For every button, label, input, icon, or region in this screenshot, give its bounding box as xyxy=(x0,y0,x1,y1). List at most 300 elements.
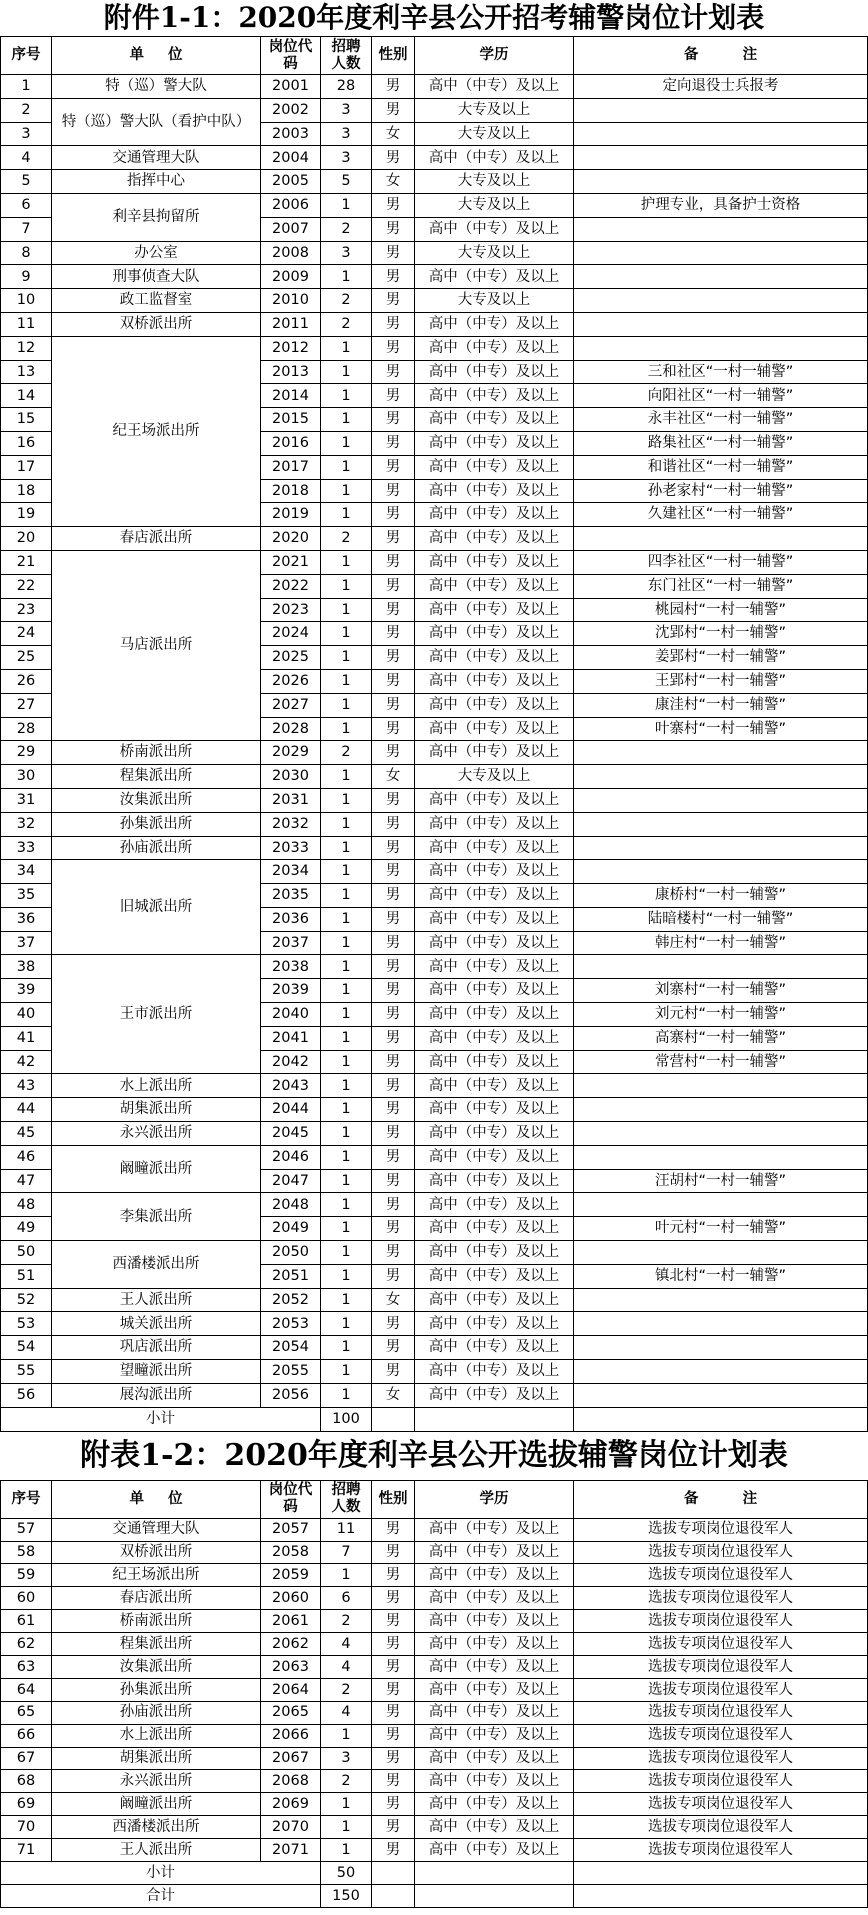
education-cell: 高中（中专）及以上 xyxy=(415,979,574,1003)
table-row xyxy=(1,312,868,336)
gender-cell: 男 xyxy=(372,550,415,574)
hire-count-cell: 1 xyxy=(321,193,372,217)
hire-count-cell: 1 xyxy=(321,622,372,646)
table-row xyxy=(1,1678,868,1701)
gender-cell: 男 xyxy=(372,75,415,99)
note-cell xyxy=(574,527,868,551)
gender-cell: 男 xyxy=(372,408,415,432)
gender-cell: 男 xyxy=(372,1610,415,1633)
row-number-cell: 43 xyxy=(1,1074,52,1098)
post-code-cell: 2029 xyxy=(261,741,321,765)
row-number-cell: 2 xyxy=(1,98,52,122)
post-code-cell: 2020 xyxy=(261,527,321,551)
hire-count-cell: 1 xyxy=(321,860,372,884)
table1-title: 附件1-1：2020年度利辛县公开招考辅警岗位计划表 xyxy=(103,1,765,34)
gender-cell: 男 xyxy=(372,1816,415,1839)
post-code-cell: 2027 xyxy=(261,693,321,717)
hire-count-cell: 3 xyxy=(321,1747,372,1770)
row-number-cell: 28 xyxy=(1,717,52,741)
gender-cell: 女 xyxy=(372,122,415,146)
gender-cell: 男 xyxy=(372,1541,415,1564)
post-code-cell: 2019 xyxy=(261,503,321,527)
row-number-cell: 22 xyxy=(1,574,52,598)
table-row xyxy=(1,1288,868,1312)
empty-cell xyxy=(372,1861,415,1884)
unit-name-cell: 孙庙派出所 xyxy=(52,1701,261,1724)
note-cell xyxy=(574,741,868,765)
note-cell: 叶寨村“一村一辅警” xyxy=(574,717,868,741)
table-row xyxy=(1,1383,868,1407)
hire-count-cell: 1 xyxy=(321,1288,372,1312)
row-number-cell: 64 xyxy=(1,1678,52,1701)
education-cell: 高中（中专）及以上 xyxy=(415,408,574,432)
education-cell: 高中（中专）及以上 xyxy=(415,1098,574,1122)
post-code-cell: 2066 xyxy=(261,1724,321,1747)
row-number-cell: 7 xyxy=(1,217,52,241)
post-code-cell: 2070 xyxy=(261,1816,321,1839)
education-cell: 高中（中专）及以上 xyxy=(415,1701,574,1724)
hire-count-cell: 2 xyxy=(321,527,372,551)
row-number-cell: 24 xyxy=(1,622,52,646)
unit-name-cell: 马店派出所 xyxy=(52,550,261,740)
hire-count-cell: 1 xyxy=(321,1193,372,1217)
note-cell: 选拔专项岗位退役军人 xyxy=(574,1518,868,1541)
note-cell: 孙老家村“一村一辅警” xyxy=(574,479,868,503)
gender-cell: 男 xyxy=(372,693,415,717)
subtotal-label-cell: 小计 xyxy=(1,1407,321,1431)
post-code-cell: 2049 xyxy=(261,1217,321,1241)
note-cell: 沈郢村“一村一辅警” xyxy=(574,622,868,646)
post-code-cell: 2004 xyxy=(261,146,321,170)
hire-count-cell: 1 xyxy=(321,1839,372,1862)
hire-count-cell: 1 xyxy=(321,336,372,360)
empty-cell xyxy=(415,1861,574,1884)
post-code-cell: 2036 xyxy=(261,907,321,931)
table-row xyxy=(1,265,868,289)
hire-count-cell: 2 xyxy=(321,741,372,765)
unit-name-cell: 望疃派出所 xyxy=(52,1360,261,1384)
note-cell xyxy=(574,1241,868,1265)
post-code-cell: 2007 xyxy=(261,217,321,241)
subtotal-count-cell: 100 xyxy=(321,1407,372,1431)
post-code-cell: 2068 xyxy=(261,1770,321,1793)
education-cell: 高中（中专）及以上 xyxy=(415,1360,574,1384)
hire-count-cell: 6 xyxy=(321,1587,372,1610)
gender-cell: 男 xyxy=(372,1770,415,1793)
row-number-cell: 54 xyxy=(1,1336,52,1360)
header-row xyxy=(1,37,868,75)
gender-cell: 男 xyxy=(372,1003,415,1027)
header-hire-count-label: 招聘人数 xyxy=(331,38,361,72)
header-row-number: 序号 xyxy=(1,1480,52,1518)
row-number-cell: 17 xyxy=(1,455,52,479)
education-cell: 高中（中专）及以上 xyxy=(415,1145,574,1169)
unit-name-cell: 纪王场派出所 xyxy=(52,1564,261,1587)
post-code-cell: 2067 xyxy=(261,1747,321,1770)
row-number-cell: 31 xyxy=(1,788,52,812)
education-cell: 高中（中专）及以上 xyxy=(415,907,574,931)
total-row xyxy=(1,1884,868,1907)
subtotal-count-cell: 50 xyxy=(321,1861,372,1884)
note-cell: 选拔专项岗位退役军人 xyxy=(574,1793,868,1816)
row-number-cell: 26 xyxy=(1,669,52,693)
table-row xyxy=(1,741,868,765)
row-number-cell: 25 xyxy=(1,646,52,670)
gender-cell: 男 xyxy=(372,1336,415,1360)
row-number-cell: 34 xyxy=(1,860,52,884)
hire-count-cell: 1 xyxy=(321,907,372,931)
row-number-cell: 9 xyxy=(1,265,52,289)
hire-count-cell: 3 xyxy=(321,146,372,170)
gender-cell: 男 xyxy=(372,979,415,1003)
post-code-cell: 2054 xyxy=(261,1336,321,1360)
table-row xyxy=(1,170,868,194)
row-number-cell: 38 xyxy=(1,955,52,979)
post-code-cell: 2038 xyxy=(261,955,321,979)
education-cell: 高中（中专）及以上 xyxy=(415,1050,574,1074)
post-code-cell: 2001 xyxy=(261,75,321,99)
row-number-cell: 35 xyxy=(1,884,52,908)
education-cell: 高中（中专）及以上 xyxy=(415,217,574,241)
unit-name-cell: 旧城派出所 xyxy=(52,860,261,955)
education-cell: 高中（中专）及以上 xyxy=(415,955,574,979)
hire-count-cell: 1 xyxy=(321,1816,372,1839)
post-code-cell: 2003 xyxy=(261,122,321,146)
gender-cell: 男 xyxy=(372,907,415,931)
gender-cell: 男 xyxy=(372,1655,415,1678)
education-cell: 大专及以上 xyxy=(415,122,574,146)
note-cell xyxy=(574,765,868,789)
note-cell: 路集社区“一村一辅警” xyxy=(574,431,868,455)
hire-count-cell: 1 xyxy=(321,360,372,384)
gender-cell: 男 xyxy=(372,646,415,670)
hire-count-cell: 1 xyxy=(321,408,372,432)
post-code-cell: 2014 xyxy=(261,384,321,408)
note-cell: 选拔专项岗位退役军人 xyxy=(574,1587,868,1610)
unit-name-cell: 永兴派出所 xyxy=(52,1770,261,1793)
header-post-code xyxy=(261,37,321,75)
note-cell: 高寨村“一村一辅警” xyxy=(574,1026,868,1050)
row-number-cell: 67 xyxy=(1,1747,52,1770)
gender-cell: 男 xyxy=(372,1169,415,1193)
education-cell: 高中（中专）及以上 xyxy=(415,1724,574,1747)
gender-cell: 男 xyxy=(372,1122,415,1146)
gender-cell: 男 xyxy=(372,574,415,598)
note-cell: 姜郢村“一村一辅警” xyxy=(574,646,868,670)
gender-cell: 男 xyxy=(372,836,415,860)
post-code-cell: 2031 xyxy=(261,788,321,812)
hire-count-cell: 1 xyxy=(321,479,372,503)
table-row xyxy=(1,289,868,313)
unit-name-cell: 政工监督室 xyxy=(52,289,261,313)
unit-name-cell: 胡集派出所 xyxy=(52,1747,261,1770)
note-cell xyxy=(574,98,868,122)
note-cell: 叶元村“一村一辅警” xyxy=(574,1217,868,1241)
note-cell xyxy=(574,1098,868,1122)
table-row xyxy=(1,1241,868,1265)
row-number-cell: 20 xyxy=(1,527,52,551)
hire-count-cell: 3 xyxy=(321,98,372,122)
gender-cell: 男 xyxy=(372,312,415,336)
hire-count-cell: 1 xyxy=(321,1074,372,1098)
education-cell: 高中（中专）及以上 xyxy=(415,1541,574,1564)
gender-cell: 女 xyxy=(372,1383,415,1407)
row-number-cell: 4 xyxy=(1,146,52,170)
row-number-cell: 30 xyxy=(1,765,52,789)
row-number-cell: 45 xyxy=(1,1122,52,1146)
hire-count-cell: 1 xyxy=(321,1312,372,1336)
post-code-cell: 2064 xyxy=(261,1678,321,1701)
note-cell: 刘元村“一村一辅警” xyxy=(574,1003,868,1027)
note-cell: 汪胡村“一村一辅警” xyxy=(574,1169,868,1193)
unit-name-cell: 城关派出所 xyxy=(52,1312,261,1336)
education-cell: 高中（中专）及以上 xyxy=(415,1747,574,1770)
note-cell: 东门社区“一村一辅警” xyxy=(574,574,868,598)
row-number-cell: 32 xyxy=(1,812,52,836)
table-row xyxy=(1,336,868,360)
note-cell: 镇北村“一村一辅警” xyxy=(574,1264,868,1288)
row-number-cell: 41 xyxy=(1,1026,52,1050)
education-cell: 高中（中专）及以上 xyxy=(415,1003,574,1027)
hire-count-cell: 1 xyxy=(321,693,372,717)
gender-cell: 男 xyxy=(372,1678,415,1701)
table-row xyxy=(1,1145,868,1169)
note-cell: 选拔专项岗位退役军人 xyxy=(574,1655,868,1678)
header-post-code-label: 岗位代码 xyxy=(268,38,313,72)
hire-count-cell: 1 xyxy=(321,265,372,289)
note-cell xyxy=(574,122,868,146)
hire-count-cell: 5 xyxy=(321,170,372,194)
unit-name-cell: 西潘楼派出所 xyxy=(52,1816,261,1839)
hire-count-cell: 1 xyxy=(321,1383,372,1407)
unit-name-cell: 特（巡）警大队 xyxy=(52,75,261,99)
row-number-cell: 51 xyxy=(1,1264,52,1288)
education-cell: 高中（中专）及以上 xyxy=(415,1610,574,1633)
post-code-cell: 2044 xyxy=(261,1098,321,1122)
unit-name-cell: 春店派出所 xyxy=(52,1587,261,1610)
post-code-cell: 2021 xyxy=(261,550,321,574)
row-number-cell: 66 xyxy=(1,1724,52,1747)
gender-cell: 男 xyxy=(372,717,415,741)
header-note-label: 备 注 xyxy=(683,47,758,64)
note-cell: 选拔专项岗位退役军人 xyxy=(574,1839,868,1862)
row-number-cell: 59 xyxy=(1,1564,52,1587)
gender-cell: 男 xyxy=(372,1312,415,1336)
hire-count-cell: 1 xyxy=(321,884,372,908)
post-code-cell: 2028 xyxy=(261,717,321,741)
education-cell: 高中（中专）及以上 xyxy=(415,265,574,289)
table-row xyxy=(1,1633,868,1656)
gender-cell: 男 xyxy=(372,455,415,479)
education-cell: 高中（中专）及以上 xyxy=(415,527,574,551)
table-row xyxy=(1,765,868,789)
note-cell xyxy=(574,812,868,836)
table-row xyxy=(1,98,868,122)
post-code-cell: 2043 xyxy=(261,1074,321,1098)
row-number-cell: 21 xyxy=(1,550,52,574)
note-cell xyxy=(574,1122,868,1146)
table-row xyxy=(1,836,868,860)
table-row xyxy=(1,1360,868,1384)
education-cell: 高中（中专）及以上 xyxy=(415,1564,574,1587)
row-number-cell: 13 xyxy=(1,360,52,384)
table-row xyxy=(1,1122,868,1146)
unit-name-cell: 纪王场派出所 xyxy=(52,336,261,526)
note-cell: 刘寨村“一村一辅警” xyxy=(574,979,868,1003)
note-cell xyxy=(574,1360,868,1384)
education-cell: 高中（中专）及以上 xyxy=(415,1288,574,1312)
row-number-cell: 18 xyxy=(1,479,52,503)
table-row xyxy=(1,1518,868,1541)
note-cell xyxy=(574,1288,868,1312)
note-cell: 选拔专项岗位退役军人 xyxy=(574,1747,868,1770)
gender-cell: 男 xyxy=(372,1518,415,1541)
post-code-cell: 2010 xyxy=(261,289,321,313)
row-number-cell: 14 xyxy=(1,384,52,408)
header-unit-label: 单 位 xyxy=(129,47,183,64)
row-number-cell: 62 xyxy=(1,1633,52,1656)
post-code-cell: 2042 xyxy=(261,1050,321,1074)
header-note xyxy=(574,1480,868,1518)
note-cell: 陆暗楼村“一村一辅警” xyxy=(574,907,868,931)
education-cell: 高中（中专）及以上 xyxy=(415,1518,574,1541)
gender-cell: 男 xyxy=(372,1587,415,1610)
post-code-cell: 2037 xyxy=(261,931,321,955)
table-row xyxy=(1,1098,868,1122)
gender-cell: 男 xyxy=(372,193,415,217)
post-code-cell: 2058 xyxy=(261,1541,321,1564)
note-cell: 韩庄村“一村一辅警” xyxy=(574,931,868,955)
unit-name-cell: 展沟派出所 xyxy=(52,1383,261,1407)
unit-name-cell: 永兴派出所 xyxy=(52,1122,261,1146)
hire-count-cell: 1 xyxy=(321,1145,372,1169)
post-code-cell: 2034 xyxy=(261,860,321,884)
education-cell: 高中（中专）及以上 xyxy=(415,1074,574,1098)
education-cell: 高中（中专）及以上 xyxy=(415,336,574,360)
education-cell: 高中（中专）及以上 xyxy=(415,1678,574,1701)
hire-count-cell: 1 xyxy=(321,836,372,860)
row-number-cell: 47 xyxy=(1,1169,52,1193)
gender-cell: 男 xyxy=(372,884,415,908)
post-code-cell: 2035 xyxy=(261,884,321,908)
gender-cell: 男 xyxy=(372,384,415,408)
post-code-cell: 2046 xyxy=(261,1145,321,1169)
gender-cell: 男 xyxy=(372,360,415,384)
table-row xyxy=(1,193,868,217)
gender-cell: 男 xyxy=(372,265,415,289)
note-cell: 选拔专项岗位退役军人 xyxy=(574,1610,868,1633)
education-cell: 高中（中专）及以上 xyxy=(415,479,574,503)
education-cell: 大专及以上 xyxy=(415,241,574,265)
empty-cell xyxy=(372,1407,415,1431)
education-cell: 高中（中专）及以上 xyxy=(415,1336,574,1360)
table-row xyxy=(1,812,868,836)
education-cell: 高中（中专）及以上 xyxy=(415,1383,574,1407)
post-code-cell: 2008 xyxy=(261,241,321,265)
row-number-cell: 69 xyxy=(1,1793,52,1816)
education-cell: 高中（中专）及以上 xyxy=(415,455,574,479)
header-unit xyxy=(52,1480,261,1518)
note-cell: 选拔专项岗位退役军人 xyxy=(574,1816,868,1839)
note-cell: 选拔专项岗位退役军人 xyxy=(574,1701,868,1724)
unit-name-cell: 水上派出所 xyxy=(52,1074,261,1098)
row-number-cell: 33 xyxy=(1,836,52,860)
education-cell: 大专及以上 xyxy=(415,170,574,194)
education-cell: 高中（中专）及以上 xyxy=(415,503,574,527)
row-number-cell: 46 xyxy=(1,1145,52,1169)
note-cell xyxy=(574,146,868,170)
education-cell: 高中（中专）及以上 xyxy=(415,1770,574,1793)
recruitment-plan-table xyxy=(0,36,868,1432)
hire-count-cell: 2 xyxy=(321,217,372,241)
note-cell xyxy=(574,312,868,336)
table-row xyxy=(1,1747,868,1770)
row-number-cell: 70 xyxy=(1,1816,52,1839)
education-cell: 高中（中专）及以上 xyxy=(415,931,574,955)
unit-name-cell: 孙集派出所 xyxy=(52,1678,261,1701)
table-row xyxy=(1,146,868,170)
note-cell: 选拔专项岗位退役军人 xyxy=(574,1770,868,1793)
hire-count-cell: 1 xyxy=(321,455,372,479)
table-row xyxy=(1,1701,868,1724)
post-code-cell: 2062 xyxy=(261,1633,321,1656)
post-code-cell: 2032 xyxy=(261,812,321,836)
unit-name-cell: 程集派出所 xyxy=(52,1633,261,1656)
unit-name-cell: 孙集派出所 xyxy=(52,812,261,836)
empty-cell xyxy=(574,1407,868,1431)
post-code-cell: 2006 xyxy=(261,193,321,217)
row-number-cell: 50 xyxy=(1,1241,52,1265)
education-cell: 高中（中专）及以上 xyxy=(415,693,574,717)
note-cell: 永丰社区“一村一辅警” xyxy=(574,408,868,432)
row-number-cell: 12 xyxy=(1,336,52,360)
education-cell: 高中（中专）及以上 xyxy=(415,1633,574,1656)
hire-count-cell: 4 xyxy=(321,1633,372,1656)
gender-cell: 男 xyxy=(372,1217,415,1241)
gender-cell: 男 xyxy=(372,1360,415,1384)
hire-count-cell: 1 xyxy=(321,765,372,789)
unit-name-cell: 汝集派出所 xyxy=(52,788,261,812)
row-number-cell: 52 xyxy=(1,1288,52,1312)
gender-cell: 男 xyxy=(372,336,415,360)
note-cell: 选拔专项岗位退役军人 xyxy=(574,1678,868,1701)
education-cell: 高中（中专）及以上 xyxy=(415,312,574,336)
table-row xyxy=(1,241,868,265)
note-cell: 常营村“一村一辅警” xyxy=(574,1050,868,1074)
post-code-cell: 2057 xyxy=(261,1518,321,1541)
header-gender: 性别 xyxy=(372,37,415,75)
note-cell xyxy=(574,265,868,289)
table-row xyxy=(1,1770,868,1793)
post-code-cell: 2041 xyxy=(261,1026,321,1050)
note-cell: 王郢村“一村一辅警” xyxy=(574,669,868,693)
unit-name-cell: 西潘楼派出所 xyxy=(52,1241,261,1289)
education-cell: 高中（中专）及以上 xyxy=(415,1169,574,1193)
post-code-cell: 2055 xyxy=(261,1360,321,1384)
gender-cell: 男 xyxy=(372,241,415,265)
table-row xyxy=(1,1816,868,1839)
unit-name-cell: 桥南派出所 xyxy=(52,741,261,765)
unit-name-cell: 阚疃派出所 xyxy=(52,1145,261,1193)
post-code-cell: 2011 xyxy=(261,312,321,336)
gender-cell: 男 xyxy=(372,146,415,170)
gender-cell: 男 xyxy=(372,1074,415,1098)
education-cell: 高中（中专）及以上 xyxy=(415,598,574,622)
hire-count-cell: 1 xyxy=(321,1098,372,1122)
post-code-cell: 2059 xyxy=(261,1564,321,1587)
row-number-cell: 68 xyxy=(1,1770,52,1793)
table-row xyxy=(1,1541,868,1564)
